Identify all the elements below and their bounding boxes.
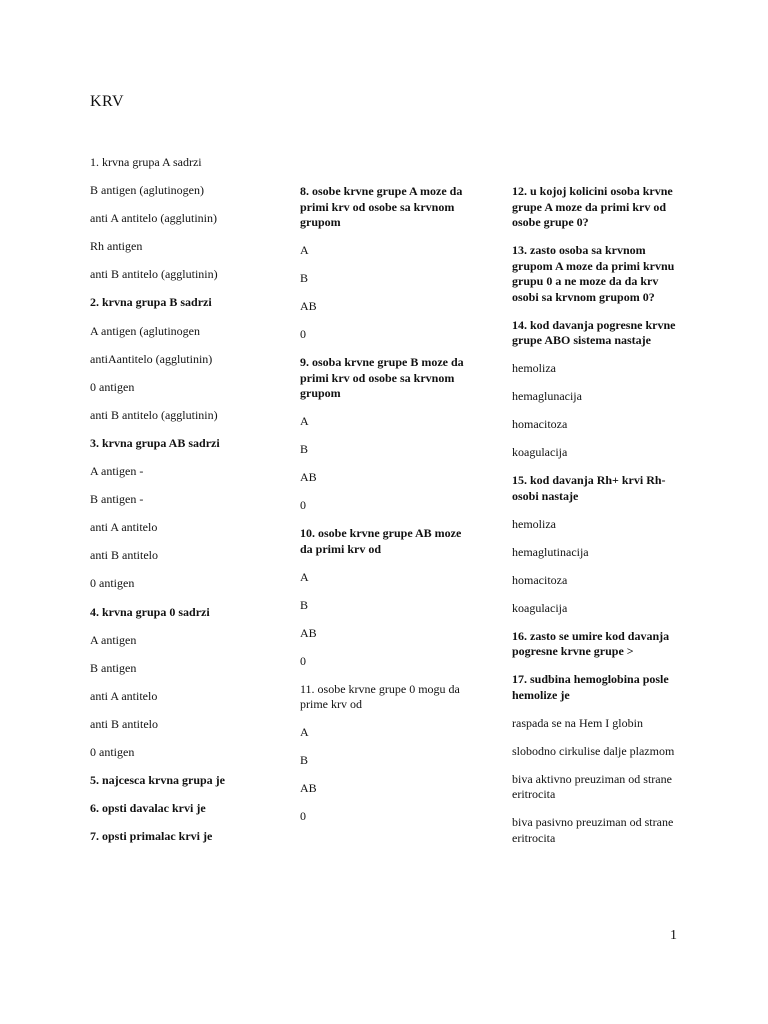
column-3 bbox=[512, 184, 682, 859]
answer-option: anti B antitelo bbox=[90, 548, 158, 563]
answer-option: hemoliza bbox=[512, 361, 556, 375]
question: 13. zasto osoba sa krvnom grupom A moze da primi krvnu grupu 0 a ne moze da da krv osobi sa krvnom grupom 0? bbox=[512, 243, 675, 304]
answer-option: anti A antitelo (agglutinin) bbox=[90, 211, 217, 226]
answer-option: 1. krvna grupa A sadrzi bbox=[90, 155, 202, 169]
answer-option: B bbox=[300, 442, 309, 456]
answer-option: koagulacija bbox=[512, 445, 568, 459]
answer-option: 0 bbox=[300, 653, 306, 668]
answer-option: Rh antigen bbox=[90, 239, 143, 254]
question: 4. krvna grupa 0 sadrzi bbox=[90, 604, 210, 619]
answer-option: anti B antitelo (agglutinin) bbox=[90, 267, 218, 282]
page-number: 1 bbox=[670, 928, 677, 943]
answer-option: anti B antitelo (agglutinin) bbox=[90, 407, 218, 422]
answer-option: 0 bbox=[300, 327, 306, 341]
question: 17. sudbina hemoglobina posle hemolize je bbox=[512, 672, 669, 702]
answer-option: 0 antigen bbox=[90, 576, 135, 591]
answer-option: A antigen bbox=[90, 632, 137, 647]
answer-option: antiAantitelo (agglutinin) bbox=[90, 351, 213, 366]
answer-option: A bbox=[300, 569, 309, 584]
answer-option: A bbox=[300, 725, 309, 739]
answer-option: A antigen (aglutinogen bbox=[90, 323, 200, 338]
answer-option: B antigen bbox=[90, 660, 137, 675]
answer-option: B antigen (aglutinogen) bbox=[90, 183, 204, 198]
answer-option: B bbox=[300, 753, 309, 767]
answer-option: hemaglunacija bbox=[512, 389, 582, 403]
answer-option: 0 antigen bbox=[90, 744, 135, 759]
answer-option: A bbox=[300, 414, 309, 428]
answer-option: AB bbox=[300, 299, 317, 313]
answer-option: 0 bbox=[300, 809, 306, 823]
question: 8. osobe krvne grupe A moze da primi krv od osobe sa krvnom grupom bbox=[300, 184, 463, 229]
answer-option: biva pasivno preuziman od strane eritrocita bbox=[512, 815, 674, 845]
answer-option: AB bbox=[300, 625, 317, 640]
answer-option: 0 antigen bbox=[90, 379, 135, 394]
column-2 bbox=[300, 184, 470, 837]
column-1 bbox=[90, 155, 270, 857]
answer-option: anti A antitelo bbox=[90, 688, 158, 703]
question: 6. opsti davalac krvi je bbox=[90, 801, 206, 816]
answer-option: AB bbox=[300, 781, 317, 795]
answer-option: hemoliza bbox=[512, 516, 556, 531]
answer-option: A antigen - bbox=[90, 464, 144, 479]
answer-option: koagulacija bbox=[512, 600, 568, 615]
answer-option: 11. osobe krvne grupe 0 mogu da prime krv od bbox=[300, 681, 460, 711]
answer-option: homacitoza bbox=[512, 417, 568, 431]
answer-option: B bbox=[300, 597, 309, 612]
answer-option: anti A antitelo bbox=[90, 520, 158, 535]
question: 14. kod davanja pogresne krvne grupe ABO sistema nastaje bbox=[512, 317, 676, 347]
question: 12. u kojoj kolicini osoba krvne grupe A moze da primi krv od osobe grupe 0? bbox=[512, 184, 673, 229]
answer-option: A bbox=[300, 243, 309, 257]
answer-option: B bbox=[300, 271, 309, 285]
answer-option: 0 bbox=[300, 498, 306, 512]
question: 15. kod davanja Rh+ krvi Rh- osobi nastaje bbox=[512, 473, 666, 503]
answer-option: B antigen - bbox=[90, 492, 144, 507]
question: 2. krvna grupa B sadrzi bbox=[90, 295, 212, 310]
page-title: KRV bbox=[90, 93, 124, 110]
answer-option: raspada se na Hem I globin bbox=[512, 715, 643, 730]
answer-option: AB bbox=[300, 470, 317, 484]
answer-option: biva aktivno preuziman od strane eritrocita bbox=[512, 771, 672, 801]
answer-option: slobodno cirkulise dalje plazmom bbox=[512, 743, 675, 758]
answer-option: hemaglutinacija bbox=[512, 544, 589, 559]
question: 10. osobe krvne grupe AB moze da primi krv od bbox=[300, 526, 462, 556]
answer-option: anti B antitelo bbox=[90, 716, 158, 731]
answer-option: homacitoza bbox=[512, 572, 568, 587]
question: 7. opsti primalac krvi je bbox=[90, 829, 213, 844]
question: 3. krvna grupa AB sadrzi bbox=[90, 435, 220, 450]
question: 5. najcesca krvna grupa je bbox=[90, 773, 225, 788]
question: 16. zasto se umire kod davanja pogresne krvne grupe > bbox=[512, 628, 670, 658]
question: 9. osoba krvne grupe B moze da primi krv od osobe sa krvnom grupom bbox=[300, 355, 464, 400]
